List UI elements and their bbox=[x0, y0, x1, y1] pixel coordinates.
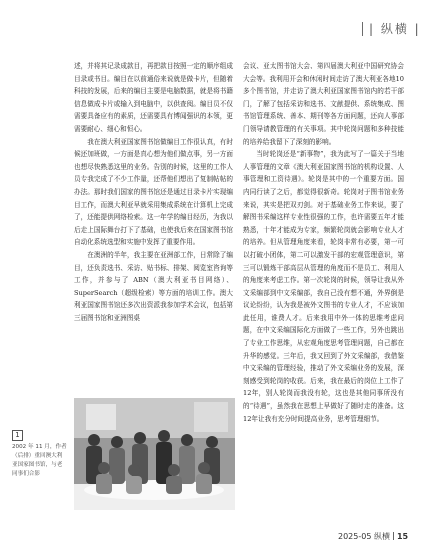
page-footer bbox=[338, 531, 408, 542]
paragraph: 在澳洲的半年，我主要在亚洲部工作，日常除了编目，还负责选书、采访、贴书标、排架、阅览室咨询等工作，并参与了 ABN（澳大利亚书目网络）、SuperSearch（超级检索）等方面的培训工作。澳大利亚国家图书馆还多次出资派我参加学术会议，包括第三届图书馆和亚洲图桌 bbox=[74, 250, 233, 322]
group-photo-graphic bbox=[74, 398, 235, 510]
photo-caption: 2002 年 11 月，作者（后排）重回澳大利亚国家图书馆，与老同事们合影 bbox=[12, 444, 67, 477]
paragraph: 会议、亚太图书馆大会、第四届澳大利亚中国研究协会大会等。我利用开会和休闲时间走访了澳大利亚各地10多个图书馆，并走访了澳大利亚国家图书馆内的若干部门，了解了包括采访和选书、文献提供、系统集成、图书馆管理系统、善本、期刊等各方面问题，还向人事部门领导请教管理的有关事项。其中轮岗问题和多种技能的培养给我留下了深刻的影响。 bbox=[243, 62, 404, 146]
paragraph: 当时轮岗还是“新事物”，我为此写了一篇关于当地人事管理的文章《澳大利亚国家图书馆的机构设置、人事管理和工资待遇》。轮岗是其中的一个重要方面。国内同行读了之后，都觉得很新奇。轮岗对于图书馆业务来说，其实是把双刃剑。对于基础业务工作来说，要了解图书采编这样专业性很强的工作，也许需要五年才能熟悉，十年才能成为专家，频繁轮岗就会影响专业人才的培养。但从管理角度来看，轮岗非常有必要，第一可以打破小团体，第二可以激发干部的宏观管理意识，第三可以锻炼干部高层从管理的角度而不是员工、利用人的角度来考虑工作。第一次轮岗的时候，领导让我从外文采编部到中文采编部，我自己没有想不通，外界倒是议论纷纷，认为我是被外文图书的专业人才，不应该加此任用，谁费人才。后来我用中外一体的思维考虑问题，在中文采编国际化方面做了一些工作，另外也跳出了专业工作思维，从宏观角度思考管理问题，自己都在升华的感觉。三年后，我又回到了外文采编部，我借鉴中文采编的管理经验，推动了外文采编业务的发展，深刻感受到轮岗的收获。后来，我在最后的岗位上工作了12年，别人轮岗而我没有轮，这也是其他同事所没有的“待遇”，虽然我在思想上早做好了随时走的准备。这12年让我有充分时间提高业务，思考管理细节。 bbox=[243, 150, 404, 423]
footer-divider bbox=[393, 532, 394, 540]
caption-number: 1 bbox=[12, 430, 23, 441]
issue-label: 2025-05 纵横 bbox=[338, 532, 390, 541]
paragraph: 我在澳大利亚国家图书馆做编目工作很认真，有时候还加班做，一方面是真心想为他们做点事，另一方面也想尽快熟悉这里的业务。告别的时候，这里的工作人员专我完成了不少工作量，还帮他们想出了复制帖帖的办法。那时我们国家的图书馆还是通过目录卡片实现编目工作，而澳大利亚早就采用集成系统在计算机上完成了，还能提供网络检索。这一年学的编目经历，为我以后走上国际舞台打下了基础，也使我后来在国家图书馆自动化系统选型和实施中发挥了重要作用。 bbox=[74, 137, 233, 247]
paragraph: 述，并将其记录成款目，再把款目按照一定的顺序组成目录或书目。编目在以前通俗来说就是做卡片，但随着科技的发展，后来的编目主要是电脑数据，就是将书籍信息做成卡片或输入到电脑中，以供查阅。编目员不仅需要具备应有的素质，还需要具有博闻强识的本领，更需要耐心、细心和恒心。 bbox=[74, 62, 233, 133]
page-number: 15 bbox=[396, 532, 409, 541]
header-divider bbox=[362, 22, 363, 36]
section-tag: | 纵横 | bbox=[369, 22, 421, 36]
left-column bbox=[74, 60, 233, 324]
group-photo bbox=[74, 398, 235, 510]
right-column bbox=[243, 60, 404, 425]
